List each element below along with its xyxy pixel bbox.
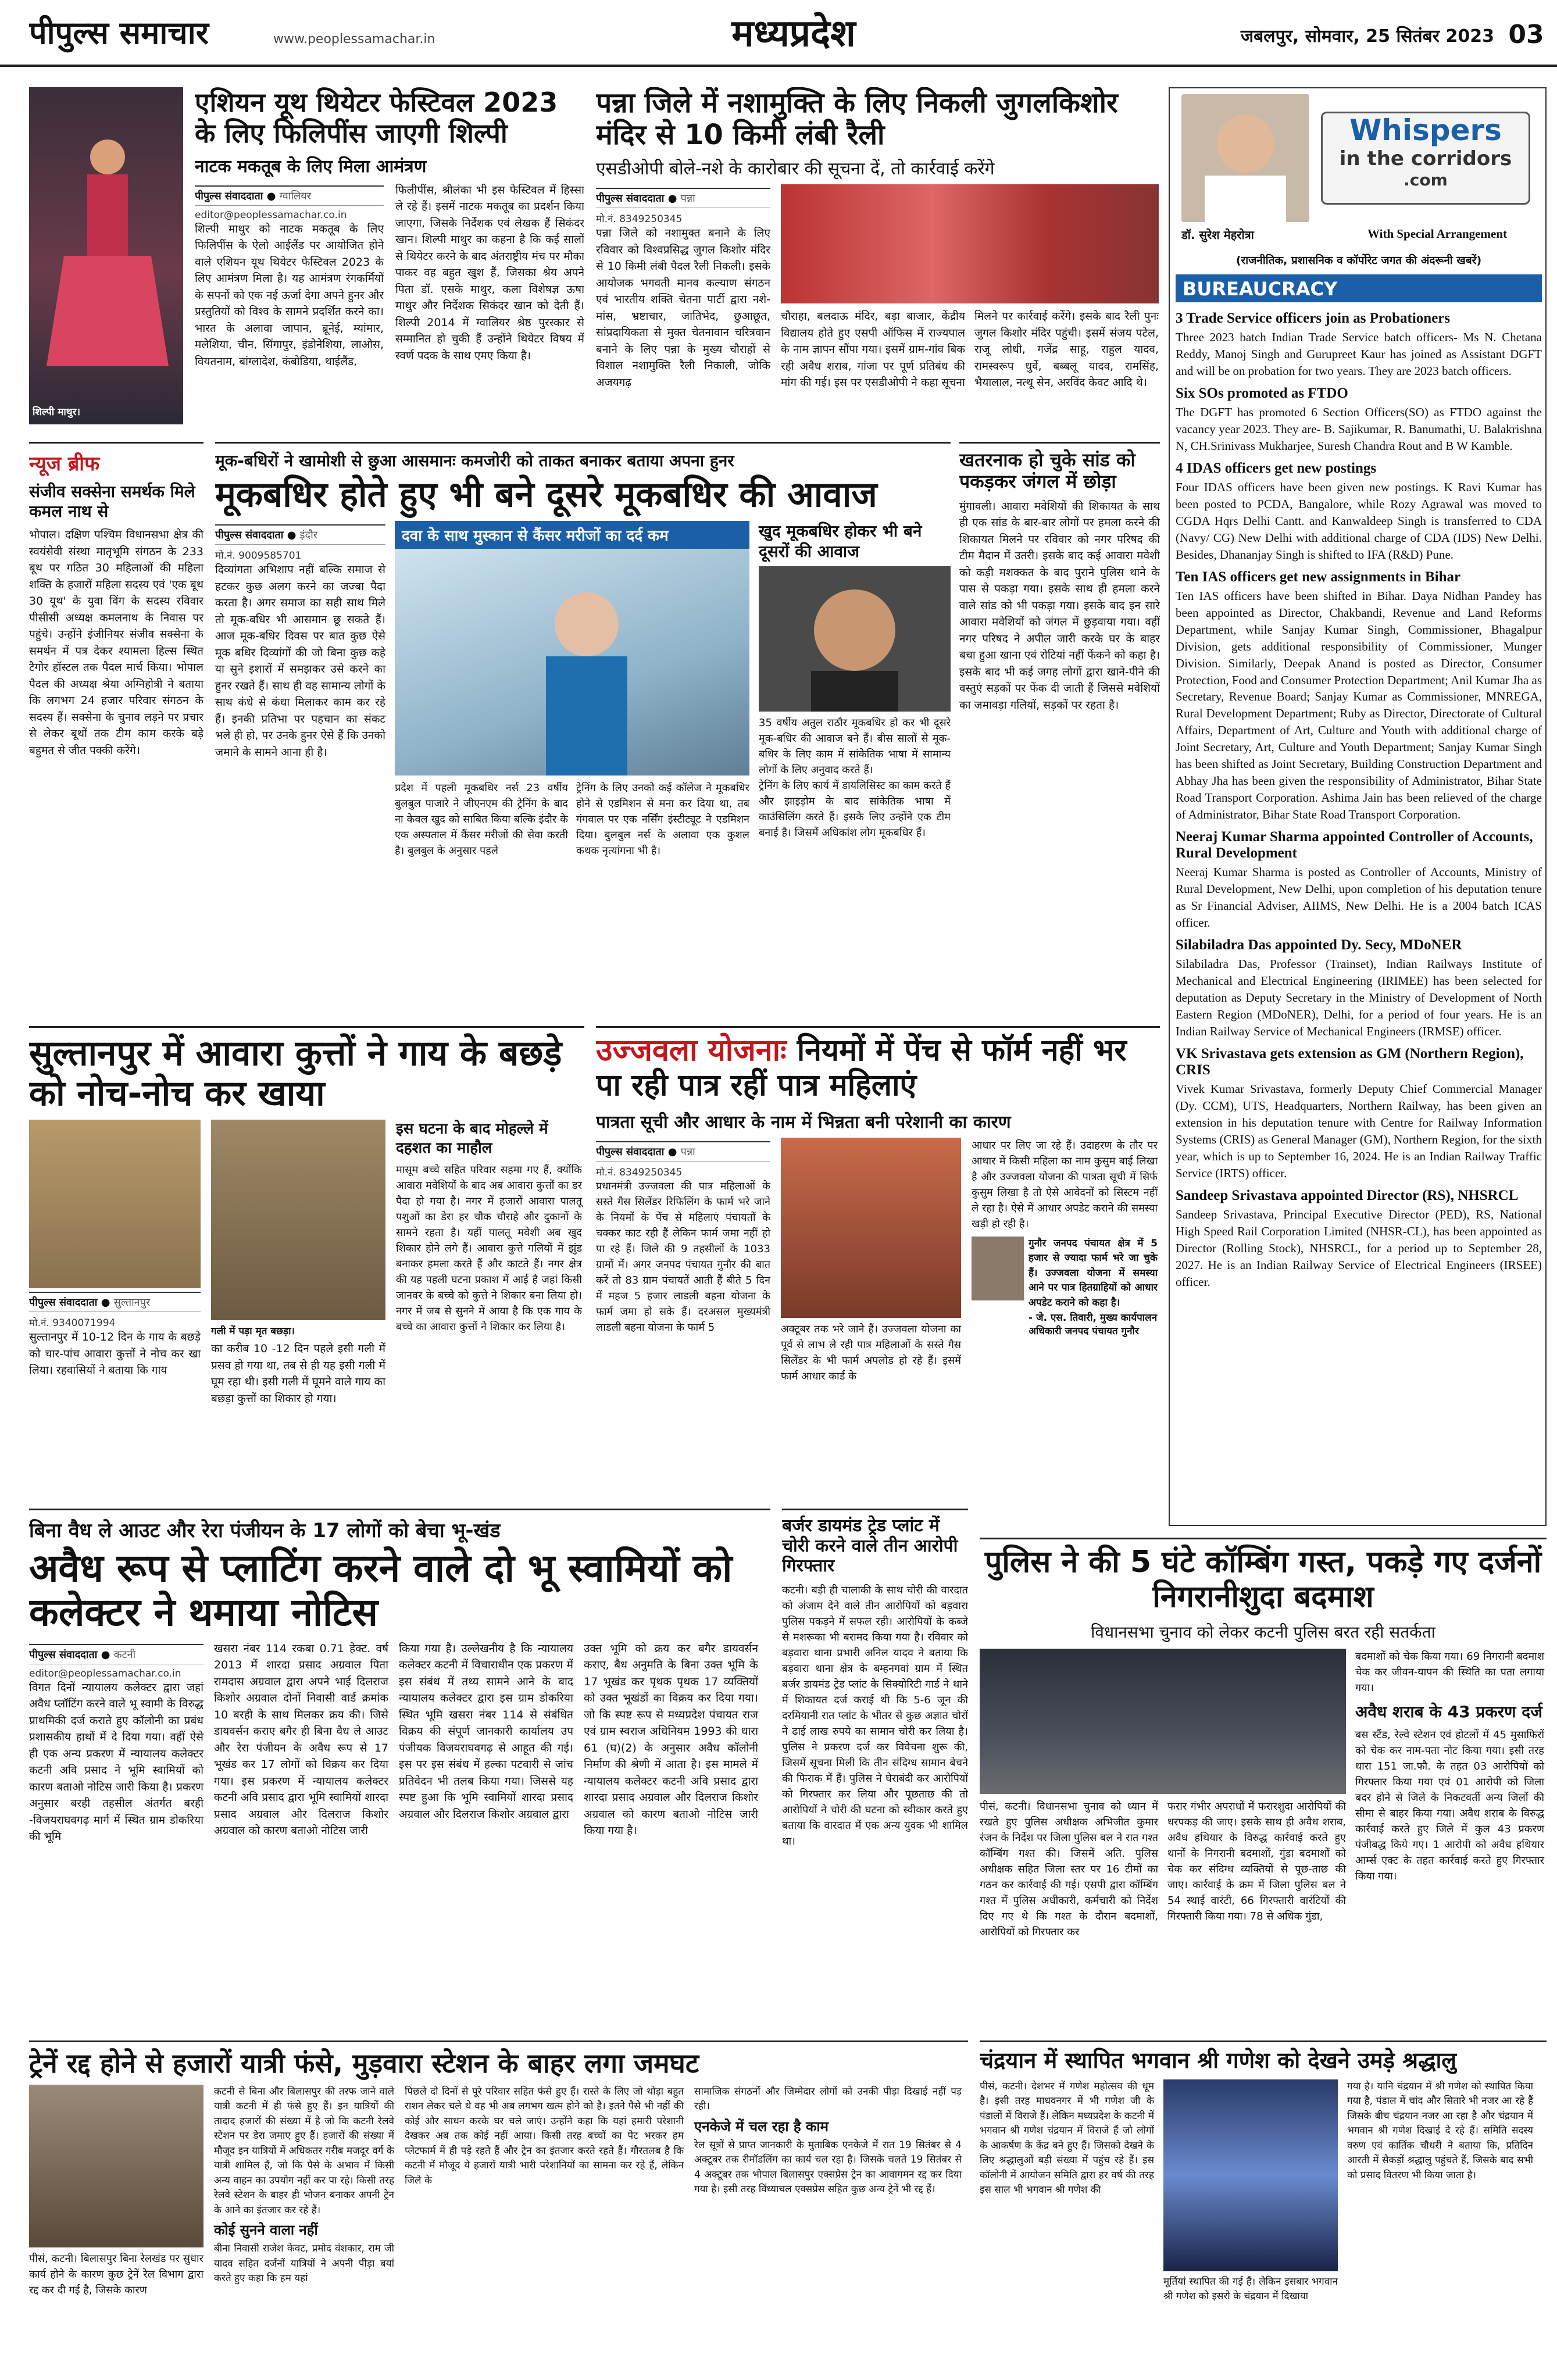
bureaucracy-items [1176,305,1542,1523]
article-ujjwala [596,1026,1160,1497]
panna-mobile: मो.नं. 8349250345 [596,213,683,226]
bureau-item-title: Six SOs promoted as FTDO [1176,385,1348,401]
police-col3: बदमाशों को चेक किया गया। 69 निगरानी बदमाश चेक कर जीवन-यापन की स्थिति का पता लगाया गया। [1355,1650,1544,1694]
plotting-kicker: बिना वैध ले आउट और रेरा पंजीयन के 17 लोगों को बेचा भू-खंड [29,1519,501,1542]
bureau-item [1176,569,1542,824]
deaf-mobile: मो.नं. 9009585701 [215,550,302,562]
news-brief-headline: संजीव सक्सेना समर्थक मिले कमल नाथ से [29,482,195,521]
ujjwala-kicker: उज्जवला योजनाः [596,1033,787,1068]
ujjwala-col1: प्रधानमंत्री उज्जवला की पात्र महिलाओं के सस्ते गैस सिलेंडर रिफिलिंग के फार्म भरे जाने के नियमों के पेंच से महिलाएं पंचायतों के चक्कर काट रही हैं लेकिन फार्म जमा नहीं हो पा रहे हैं। जिले की 9 तहसीलों के 1033 ग्रामों में। अगर जनपद पंचायत गुनौर की बात करें तो 83 ग्राम पंचायतें आती हैं बीते 5 दिन में महज 5 हजार लाडली बहना योजना के फार्म जमा हो सके हैं। दरअसल मुख्यमंत्री लाडली बहना योजना के फार्म 5 [596,1180,770,1334]
deaf-side-text1: 35 वर्षीय अतुल राठौर मूकबधिर हो कर भी दूसरे मूक-बधिर की आवाज बने हैं। बीस सालों से मूक-बधिर के लिए काम में सांकेतिक भाषा में सामान्य लोगों के लिए अनुवाद करते हैं। [759,717,951,776]
article-plotting [29,1509,770,2029]
whispers-tagline: (राजनीतिक, प्रशासनिक व कॉर्पोरेट जगत की अंदरूनी खबरें) [1235,254,1482,267]
bureau-item [1176,460,1542,563]
deaf-byline: पीपुल्स संवाददाता ● इंदौर [215,524,385,545]
plotting-col2: खसरा नंबर 114 रकबा 0.71 हेक्ट. वर्ष 2013 में शारदा प्रसाद अग्रवाल पिता रामदास अग्रवाल द्वारा अपने भाई दिलराज किशोर अग्रवाल दोनों निवासी वार्ड क्रमांक 10 बरही के साथ मिलकर क्रय की। जिसे डायवर्सन कराए बगैर ही बिना वैध ले आउट और रेरा पंजीयन के अवैध रूप से 17 भूखंड कर 17 लोगों को विक्रय कर दिया गया। इस प्रकरण में न्यायालय कलेक्टर कटनी अवि प्रसाद द्वारा भूमि स्वामियों शारदा प्रसाद अग्रवाल और दिलराज किशोर अग्रवाल को कारण बताओ नोटिस जारी [214,1642,388,1838]
dogs-photo [29,1120,201,1288]
trains-col2b: बीना निवासी राजेश केवट, प्रमोद वंशकार, राम जी यादव सहित दर्जनों यात्रियों ने अपनी पीड़ा बयां करते हुए कहा कि हम यहां [214,2243,394,2285]
bureau-item-body: Sandeep Srivastava, Principal Executive Director (PED), RS, National High Speed Rail Corporation Limited (NHSR-CL), has been appointed as Director (Rolling Stock), NHSRCL, for a period up to September 28, 2027. He is an Indian Railway Service of Electrical Engineers (IRSEE) officer. [1176,1207,1542,1289]
whispers-column [1169,87,1547,1526]
ganesh-col3: गया है। यानि चंद्रयान में श्री गणेश को स्थापित किया गया है, पंडाल में चांद और सितारे भी नजर आ रहे हैं जिसके बीच चंद्रयान नजर आ रहा है और चंद्रयान में भगवान श्री गणेश दिखाई दे रहे हैं। समिति सदस्य वरुण एवं कार्तिक चौधरी ने बताया कि, प्रतिदिन आरती में सैकड़ों श्रद्धालु पहुंचते हैं, जिसके बाद सभी को प्रसाद वितरण भी किया जाता है। [1347,2080,1533,2181]
dancer-head [90,140,125,174]
article-police [980,1538,1547,2029]
bull-headline: खतरनाक हो चुके सांड को पकड़कर जंगल में छोड़ा [959,449,1135,492]
bureau-item [1176,1046,1542,1182]
trains-col3: पिछले दो दिनों से पूरे परिवार सहित फंसे हुए हैं। रास्ते के लिए जो थोड़ा बहुत राशन लेकर चले थे वह भी अब लगभग खत्म होने को है। इतने पैसे भी नहीं की कोई और साधन करके घर चले जाएं। उन्होंने कहा कि यहां हमारी परेशानी देखकर अब तक कोई नहीं आया। किसी तरह बच्चों का पेट भरकर हम प्लेटफार्म में ही पड़े रहते हैं और ट्रेन का इंतजार करते रहते हैं। गौरतलब है कि कटनी में मौजूद ये हजारों यात्री भारी परेशानियों का सामना कर रहे हैं, लेकिन जिले के [405,2085,684,2186]
panna-headline: पन्ना जिले में नशामुक्ति के लिए निकली जुगलकिशोर मंदिर से 10 किमी लंबी रैली [596,87,1118,152]
ujjwala-byline: पीपुल्स संवाददाता ● पन्ना [596,1141,770,1162]
bureau-item [1176,937,1542,1040]
ganesh-photo [1163,2079,1338,2271]
dogs-photo-caption: गली में पड़ा मृत बछड़ा। [211,1325,295,1337]
atul-photo [759,566,951,712]
theatre-photo-caption: शिल्पी माथुर। [33,406,81,418]
deaf-headline: मूकबधिर होते हुए भी बने दूसरे मूकबधिर की आवाज [215,474,877,515]
panna-photo [781,184,1159,303]
dogs-mobile: मो.नं. 9340071994 [29,1317,116,1329]
deaf-kicker: मूक-बधिरों ने खामोशी से छुआ आसमानः कमजोरी को ताकत बनाकर बताया अपना हुनर [215,451,734,470]
ujjwala-subhead: पात्रता सूची और आधार के नाम में भिन्नता बनी परेशानी का कारण [596,1112,1011,1132]
theatre-subhead: नाटक मकतूब के लिए मिला आमंत्रण [195,156,427,177]
columnist-figure [1181,94,1309,222]
theatre-col2: फिलीपींस, श्रीलंका भी इस फेस्टिवल में हिस्सा ले रहे हैं। इसमें नाटक मकतूब का प्रदर्शन किया जाएगा, जिसके निर्देशक एवं लेखक हैं सिकंदर खान। शिल्पी माथुर का कहना है कि कई सालों से थियेटर करने के बाद अंतराष्ट्रीय मंच पर मौका पाकर वह बहुत खुश हैं, जिसका श्रेय अपने पिता डॉ. एसके माथुर, कला विशेषज्ञ ऊषा माथुर और निर्देशक सिकंदर खान को देती हैं। शिल्पी 2014 में ग्वालियर श्रेष्ठ पुरस्कार से सम्मानित हो चुकी हैं उन्होंने थियेटर विषय में स्वर्ण पदक के साथ एमए किया है। [395,183,584,362]
ujjwala-quote: गुनौर जनपद पंचायत क्षेत्र में 5 हजार से ज्यादा फार्म भरे जा चुके हैं। उज्जवला योजना में समस्या आने पर पात्र हितग्राहियों को आधार अपडेट कराने को कहा है। [1029,1237,1158,1309]
ujjwala-col3: आधार पर लिए जा रहे हैं। उदाहरण के तौर पर आधार में किसी महिला का नाम कुसुम बाई लिखा है और उज्जवला योजना की पात्रता सूची में सिर्फ कुसुम लिखा है तो ऐसे आवेदनों को सिस्टम नहीं ले रहा है। ऐसे में आधार अपडेट कराने की समस्या खड़ी हो रही है। [972,1139,1158,1230]
masthead [0,0,1557,67]
trains-sub-headline: कोई सुनने वाला नहीं [214,2222,318,2239]
trains-sub-headline2: एनकेजे में चल रहा है काम [694,2118,829,2135]
nurse-figure [395,549,749,776]
plotting-email[interactable]: editor@peoplessamachar.co.in [29,1667,181,1679]
police-col1: पीसं, कटनी। विधानसभा चुनाव को ध्यान में रखते हुए पुलिस अधीक्षक अभिजीत कुमार रंजन के निर्देश पर जिला पुलिस बल ने रात गश्त कॉम्बिंग गश्त की। जिसमें अति. पुलिस अधीक्षक सहित जिला स्तर पर 16 टीमों का गठन कर कार्रवाई की गई। एसपी द्वारा कॉम्बिंग गश्त में पुलिस अधीकारी, कर्मचारी को निर्देश दिए गए थे कि गश्त के दौरान बदमाशों, आरोपियों को गिरफ्तार कर [980,1800,1159,1938]
trains-col4: सामाजिक संगठनों और जिम्मेदार लोगों को उनकी पीड़ा दिखाई नहीं पड़ रही। [694,2085,962,2113]
police-headline: पुलिस ने की 5 घंटे कॉम्बिंग गस्त, पकड़े गए दर्जनों निगरानीशुदा बदमाश [984,1545,1542,1614]
theatre-photo [29,87,183,424]
bureau-item-title: 4 IDAS officers get new postings [1176,460,1377,476]
panna-col1: पन्ना जिले को नशामुक्त बनाने के लिए रविवार को विश्वप्रसिद्ध जुगल किशोर मंदिर से 10 किमी लंबी पैदल रैली निकली। इसके आयोजक भगवती मानव कल्याण संगठन एवं भारतीय शक्ति चेतना पार्टी द्वारा नशे-मांस, भ्रष्टाचार, जातिभेद, छुआछूत, सांप्रदायिकता से मुक्त चेतनावान चरित्रवान बनाने के लिए पन्ना के मुख्य चौराहों से विशाल नशामुक्ति रैली निकाली, जोकि अजयगढ़ [596,227,770,389]
page-number: 03 [1508,20,1544,49]
whispers-logo-line3: .com [1404,170,1448,190]
bureau-item-body: The DGFT has promoted 6 Section Officers(SO) as FTDO against the vacancy year 2023. They are- B. Sajikumar, R. Banumathi, U. Balakrishna N, CH.Srinivass Mukharjee, Suresh Chandra Rout and B W Kamble. [1176,405,1542,453]
masthead-section [698,5,890,63]
logo-text: पीपुल्स समाचार [29,15,209,51]
news-brief [29,442,203,1014]
plotting-col4: उक्त भूमि को क्रय कर बगैर डायवर्सन कराए, बैध अनुमति के बिना उक्त भूमि के 17 भूखंड कर पृथक पृथक 17 व्यक्तियों को उक्त भूखंडों का विक्रय कर दिया गया। जो कि स्पष्ट रूप से मध्यप्रदेश पंचायत राज एवं ग्राम स्वराज अधिनियम 1993 की धारा 61 (घ)(2) के अनुसार अवैध कॉलोनी निर्माण की श्रेणी में आता है। इस मामले में न्यायालय कलेक्टर कटनी अवि प्रसाद द्वारा शारदा प्रसाद अग्रवाल और दिलराज किशोर अग्रवाल को कारण बताओ नोटिस जारी किया गया है। [584,1642,758,1838]
whispers-logo-line2: in the corridors [1339,147,1512,170]
dancer-figure [29,87,183,401]
whispers-arrangement: With Special Arrangement [1367,227,1507,241]
deaf-side-headline: खुद मूकबधिर होकर भी बने दूसरों की आवाज [759,521,922,561]
trains-col4b: रेल सूत्रों से प्राप्त जानकारी के मुताबिक एनकेजे में रात 19 सितंबर से 4 अक्टूबर तक रीमॉडलिंग का कार्य चल रहा है। जिसके चलते 19 सितंबर से 4 अक्टूबर तक भोपाल बिलासपुर एक्सप्रेस ट्रेन का आवागमन रद्द कर दिया गया है। इसी तरह विंध्याचल एक्सप्रेस सहित कुछ अन्य ट्रेनें भी रद्द हैं। [694,2139,962,2196]
ujjwala-quote-author: - जे. एस. तिवारी, मुख्य कार्यपालन अधिकारी जनपद पंचायत गुनौर [1029,1312,1158,1338]
dogs-byline: पीपुल्स संवाददाता ● सुल्तानपुर [29,1292,201,1312]
trains-col2: कटनी से बिना और बिलासपुर की तरफ जाने वाले यात्री कटनी में ही फंसे हुए हैं। इन यात्रियों की तादाद हजारों की संख्या में है जो कि कटनी रेलवे स्टेशन पर डेरा जमाए हुए हैं। हजारों की संख्या में मौजूद इन यात्रियों में अधिकतर गरीब मजदूर वर्ग के यात्री शामिल हैं, जो कि पैसे के अभाव में किसी अन्य वाहन का उपयोग नहीं कर पा रहे। किसी तरह रेलवे स्टेशन के बाहर ही भोजन बनाकर अपनी ट्रेन के आने का इंतजार कर रहे हैं। [214,2085,394,2216]
deaf-col1: दिव्यांगता अभिशाप नहीं बल्कि समाज से हटकर कुछ अलग करने का जज्बा पैदा करता है। अगर समाज का सही साथ मिले तो मूक-बधिर भी आसमान छू सकते हैं। आज मूक-बधिर दिवस पर बात कुछ ऐसे मूक बधिर दिव्यांगों की जो बिना कुछ कहे या सुने इशारों में समझकर उसे करने का हुनर रखते हैं। साथ ही वह सामान्य लोगों के साथ कंधे से कंधा मिलाकर काम कर रहे हैं। इनकी प्रतिभा पर पहचान का संकट भले ही हो, पर उनके हुनर ऐसे हैं कि उनको जमाने के सामने आना ही है। [215,563,385,759]
theatre-col1: शिल्पी माथुर को नाटक मकतूब के लिए फिलिपींस के ऐलो आईलैंड पर आयोजित होने वाले एशियन यूथ थियेटर फेस्टिवल 2023 के लिए आमंत्रण मिला है। यह आमंत्रण रंगकर्मियों के सपनों को एक नई ऊर्जा देगा अपने हुनर और प्रस्तुतियों को विश्व के सामने प्रदर्शित करने का। भारत के अलावा जापान, ब्रूनेई, म्यांमार, मलेशिया, चीन, सिंगापुर, इंडोनेशिया, लाओस, वियतनाम, बांग्लादेश, कंबोडिया, थाईलैंड, [195,222,384,368]
atul-figure [759,566,951,712]
masthead-date: जबलपुर, सोमवार, 25 सितंबर 2023 [1240,26,1494,47]
trains-photo [29,2085,203,2247]
ganesh-col2: मूर्तियां स्थापित की गई हैं। लेकिन इसबार भगवान श्री गणेश को इसरो के चंद्रयान में दिखाया [1163,2275,1338,2303]
deaf-photo-cap2: ट्रेनिंग के लिए उनको कई कॉलेज ने मूकबधिर होने से एडमिशन से मना कर दिया था, तब गंगवाल पर एक नर्सिंग इंस्टीट्यूट ने एडमिशन दिया। बुलबुल नर्स के अलावा एक कुशल कथक नृत्यांगना भी है। [576,782,749,857]
panna-byline: पीपुल्स संवाददाता ● पन्ना [596,188,770,208]
police-col4: बस स्टैंड, रेल्वे स्टेशन एवं होटलों में 45 मुसाफिरों को चेक कर नाम-पता नोट किया गया। इसी तरह धारा 151 जा.फौ. के तहत 03 आरोपियों को गिरफ्तार किया गया एवं 01 आरोपी को जिला बदर होने से जिले के निकटवर्ती अन्य जिलों की सीमा से बाहर किया गया। अवैध शराब के विरुद्ध कार्रवाई करते हुए जिले में कुल 43 प्रकरण पंजीबद्ध किये गए। 1 आरोपी को अवैध हथियार आर्म्स एक्ट के तहत कार्रवाई करते हुए गिरफ्तार किया गया। [1355,1728,1544,1882]
theatre-byline: पीपुल्स संवाददाता ● ग्वालियर [195,185,384,206]
article-theatre [29,87,584,433]
whispers-logo-line1: Whispers [1349,113,1502,147]
article-trains [29,2040,968,2372]
dancer-body [87,174,128,256]
panna-col2: चौराहा, बलदाऊ मंदिर, बड़ा बाजार, केंद्रीय विद्यालय होते हुए एसपी ऑफिस में राज्यपाल के नाम ज्ञापन सौंपा गया। इसमें ग्राम-गांव बिक रही अवैध शराब, गांजा पर पूर्ण प्रतिबंध की मांग की गई। इस पर एसडीओपी ने कहा सूचना [781,310,965,389]
deaf-side-text2: ट्रेनिंग के लिए कार्य में डायलिसिस्ट का काम करते हैं और झाइड़ोम के बाद सांकेतिक भाषा में काउंसिलिंग करते हैं। इसके लिए उन्होंने एक टीम बनाई है। जिसमें अधिकांश लोग मूकबधिर हैं। [759,780,951,839]
section-name: मध्यप्रदेश [731,12,856,55]
news-brief-body: भोपाल। दक्षिण पश्चिम विधानसभा क्षेत्र की स्वयंसेवी संस्था मातृभूमि संगठन के 233 बूथ पर गठित 30 महिलाओं की महिला शक्ति के हजारों महिला सदस्य एवं 'एक बूथ 30 यूथ' के युवा विंग के सदस्य रविवार पीसीसी अध्यक्ष कमलनाथ के निवास पर पहुंचे। उन्होंने इंजीनियर संजीव सक्सेना के समर्थन में पत्र देकर श्यामला हिल्स स्थित टैगोर हॉस्टल तक पैदल मार्च किया। भोपाल पैदल की अध्यक्ष श्रेया अग्निहोत्री ने बताया कि लगभग 24 हजार परिवार संगठन के सदस्य हैं। सक्सेना के चुनाव लड़ने पर प्रचार से लेकर बूथों तक टीम काम करके बड़े बहुमत से जीत पक्की करेंगे। [29,528,203,757]
bureau-item-body: Vivek Kumar Srivastava, formerly Deputy Chief Commercial Manager (Dy. CCM), UTS, Headquarters, Northern Railway, has been given an extension in his deputation tenure with Centre for Railway Information Systems (CRIS) as General Manager (GM), Northern Region, for the sixth year, which is up to September 16, 2024. He is an Indian Railway Traffic Service (IRTS) officer. [1176,1081,1542,1180]
ujjwala-photo [781,1138,961,1318]
bureau-item-title: Sandeep Srivastava appointed Director (RS), NHSRCL [1176,1187,1519,1203]
bureau-item-title: 3 Trade Service officers join as Probationers [1176,310,1451,326]
bureaucracy-title: BUREAUCRACY [1176,274,1542,302]
officer-photo [972,1237,1024,1300]
masthead-url[interactable]: www.peoplessamachar.in [273,32,435,47]
theatre-headline: एशियन यूथ थियेटर फेस्टिवल 2023 के लिए फिलिपींस जाएगी शिल्पी [195,87,558,149]
dogs-col1: सुल्तानपुर में 10-12 दिन के गाय के बछड़े को चार-पांच आवारा कुत्तों ने नोच कर खा लिया। रहवासियों ने बताया कि गाय [29,1331,201,1377]
columnist-photo [1181,94,1309,222]
bull-body: मुंगावली। आवारा मवेशियों की शिकायत के साथ ही एक सांड के बार-बार लोगों पर हमला करने की शिकायत मिलने पर रविवार को नगर परिषद की टीम मैदान में उतरी। इसके बाद कई आवारा मवेशी को कड़ी मशक्कत के बाद पुराने पुलिस थाने के पास से पकड़ा गया। इसके साथ ही हमला करने वाले सांड को भी पकड़ा गया। इसके बाद इन सारे आवारा मवेशियों को जंगल में छुड़वाया गया। वहीं नगर परिषद ने अपील जारी करके घर के बाहर बचा हुआ खाना एवं रोटियां नहीं फेंकने को कहा है। इसके बाद भी कई जगह लोगों द्वारा खाने-पीने की वस्तुएं सड़कों पर फेंक दी जाती हैं जिससे मवेशियों का जमावड़ा गलियों, सड़कों पर रहता है। [959,499,1160,712]
article-panna [596,87,1160,433]
bureau-item-title: Ten IAS officers get new assignments in Bihar [1176,569,1461,585]
trains-headline: ट्रेनें रद्द होने से हजारों यात्री फंसे, मुड़वारा स्टेशन के बाहर लगा जमघट [29,2047,699,2079]
dancer-skirt [47,256,169,366]
bureau-item-body: Three 2023 batch Indian Trade Service batch officers- Ms N. Chetana Reddy, Manoj Singh and Gurupreet Kaur has joined as Assistant DGFT and will be on probation for two years. They are 2023 batch officers. [1176,330,1542,378]
bureau-item-title: Neeraj Kumar Sharma appointed Controller of Accounts, Rural Development [1176,829,1533,862]
bureau-item-body: Ten IAS officers have been shifted in Bihar. Daya Nidhan Pandey has been appointed as Director, Chakbandi, Revenue and Land Reforms Department, while Sanjay Kumar Singh, Commissioner, Bhagalpur Division, gets additional responsibility of Commissioner, Munger Division. Similarly, Deepak Anand is posted as Director, Consumer Protection, Food and Consumer Protection Department; Anil Kumar Jha as Secretary, Revenue Board; Sanjay Kumar as Commissioner, MNREGA, Rural Development Department; Ruby as Director, Directorate of Cultural Affairs, Department of Art, Culture and Youth with additional charge of Joint Secretary, Art, Culture and Youth Department; Sanjay Kumar Singh has been shifted as Joint Secretary, Building Construction Department and Abhay Jha has been given the responsibility of Administrator, Bihar State Road Transport Corporation. Ashima Jain has been relieved of the charge of Administrator, Bihar State Road Transport Corporation. [1176,588,1542,822]
ganesh-headline: चंद्रयान में स्थापित भगवान श्री गणेश को देखने उमड़े श्रद्धालु [980,2047,1457,2073]
deaf-photo-cap1: प्रदेश में पहली मूकबधिर नर्स 23 वर्षीय बुलबुल पाजारे ने जीएनएम की ट्रेनिंग के बाद ना केवल खुद को साबित किया बल्कि इंदौर के एक अस्पताल में कैंसर मरीजों की सेवा करती है। बुलबुल के अनुसार पहले [395,782,568,857]
police-photo [980,1649,1346,1794]
burglar-headline: बर्जर डायमंड ट्रेड प्लांट में चोरी करने वाले तीन आरोपी गिरफ्तार [782,1516,958,1576]
ujjwala-quote-box [972,1237,1158,1338]
bureau-item-body: Neeraj Kumar Sharma is posted as Controller of Accounts, Ministry of Rural Development, New Delhi, upon completion of his deputation tenure as Sr Financial Adviser, AIIMS, New Delhi. He is a 2004 batch ICAS officer. [1176,865,1542,930]
bureau-item-body: Silabiladra Das, Professor (Trainset), Indian Railways Institute of Mechanical and Electrical Engineering (IRIMEE) has been selected for deputation as Deputy Secretary in the Ministry of Development of North Eastern Region (MDoNER), Delhi, for a period of four years. He is an Indian Railway Service of Mechanical Engineers (IRMSE) officer. [1176,957,1542,1038]
dogs-photo2 [211,1120,385,1320]
article-ganesh [980,2040,1547,2372]
bureau-item-title: Silabiladra Das appointed Dy. Secy, MDoNER [1176,937,1462,953]
police-col2: फरार गंभीर अपराधों में फरारशुदा आरोपियों की धरपकड़ की जाए। इसके साथ ही अवैध शराब, अवैध हथियार के विरुद्ध कार्रवाई करते हुए थानों के निगरानी बदमाशों, गुंडा बदमाशों को चेक कर संदिग्ध व्यक्तियों से पूछ-ताछ की जाए। कार्रवाई के क्रम में जिला पुलिस बल ने 54 स्थाई वारंटी, 66 गिरफ्तारी वारंटियों की गिरफ्तारी किया गया। 78 से अधिक गुंडा, [1167,1800,1346,1922]
panna-col3: मिलने पर कार्रवाई करेंगे। इसके बाद रैली पुनः जुगल किशोर मंदिर पहुंची। इसमें संजय पटेल, राजू लोधी, गजेंद्र साहू, राहुल यादव, रामस्वरूप धुर्वे, बब्बलू यादव, रामसिंह, भैयालाल, नत्थू सेन, अरविंद केवट आदि थे। [974,310,1159,389]
dogs-col2: का करीब 10 -12 दिन पहले इसी गली में प्रसव हो गया था, तब से ही यह इसी गली में घूम रहा थी। इसी गली में घूमने वाले गाय का बछड़ा कुत्तों का शिकार हो गया। [211,1342,385,1405]
plotting-byline: पीपुल्स संवाददाता ● कटनी [29,1644,203,1664]
columnist-name: डॉ. सुरेश मेहरोत्रा [1181,228,1254,242]
police-sub-headline: अवैध शराब के 43 प्रकरण दर्ज [1355,1702,1542,1721]
ujjwala-col2: अक्टूबर तक भरे जाने हैं। उज्जवला योजना का पूर्व से लाभ ले रही पात्र महिलाओं के सस्ते गैस सिलेंडर के भी फार्म अपलोड हो रहे हैं। इसमें फार्म आधार कार्ड के [781,1323,961,1382]
article-bull [959,442,1160,1014]
panna-subhead: एसडीओपी बोले-नशे के कारोबार की सूचना दें, तो कार्रवाई करेंगे [596,159,995,180]
whispers-header [1176,94,1542,251]
masthead-logo [29,7,273,59]
ujjwala-headline-text: नियमों में पेंच से फॉर्म नहीं भर पा रही पात्र रहीं पात्र महिलाएं [596,1033,1127,1103]
theatre-content [195,87,584,430]
dogs-sub-headline: इस घटना के बाद मोहल्ले में दहशत का माहौल [396,1120,548,1157]
article-dogs [29,1026,584,1497]
deaf-band: दवा के साथ मुस्कान से कैंसर मरीजों का दर्द कम [395,521,749,549]
article-burglar [782,1509,968,2029]
whispers-logo [1321,112,1530,205]
burglar-body: कटनी। बड़ी ही चालाकी के साथ चोरी की वारदात को अंजाम देने वाले तीन आरोपियों को बड़वारा पुलिस पकड़ने में सफल रही। आरोपियों के कब्जे से मशरूका भी बरामद किया गया है। रविवार को बड़वारा थाना प्रभारी अनिल यादव ने बताया कि बड़वारा थाना क्षेत्र के बम्हनगवां ग्राम में स्थित बर्जर डायमंड ट्रेड प्लांट के सिक्योरिटी गार्ड ने थाने में शिकायत दर्ज कराई थी कि 5-6 जून की दरमियानी रात प्लांट के भीतर से कुछ अज्ञात चोरों ने ढाई लाख रुपये का सामान चोरी कर लिया है। पुलिस ने प्रकरण दर्ज कर विवेचना शुरू की, जिसमें सूचना मिली कि तीन संदिग्ध सामान बेचने की फिराक में हैं। पुलिस ने घेराबंदी कर आरोपियों को गिरफ्तार कर लिया और पूछताछ की तो आरोपियों ने चोरी की घटना को स्वीकार करते हुए बताया कि वारदात में एक अन्य युवक भी शामिल था। [782,1584,968,1847]
bureau-item [1176,385,1542,455]
bureau-item-title: VK Srivastava gets extension as GM (Northern Region), CRIS [1176,1045,1524,1078]
nurse-photo [395,549,749,776]
bureau-item [1176,829,1542,931]
dogs-headline: सुल्तानपुर में आवारा कुत्तों ने गाय के बछड़े को नोच-नोच कर खाया [29,1033,562,1114]
plotting-headline: अवैध रूप से प्लाटिंग करने वाले दो भू स्वामियों को कलेक्टर ने थमाया नोटिस [29,1546,733,1635]
ujjwala-headline [596,1034,1160,1103]
bureau-item [1176,1188,1542,1291]
bureau-item-body: Four IDAS officers have been given new postings. K Ravi Kumar has been posted to PCDA, Bangalore, while Rozy Agrawal was moved to CGDA Hqrs Delhi Cantt. and Kanwaldeep Singh is transferred to CDA (Navy/ CG) New Delhi with additional charge of CDA (IDS) New Delhi. Besides, Dhananjay Singh is shifted to IFA (R&D) Pune. [1176,480,1542,562]
bureau-item [1176,310,1542,380]
trains-col1: पीसं, कटनी। बिलासपुर बिना रेलखंड पर सुधार कार्य होने के कारण कुछ ट्रेनें रेल विभाग द्वारा रद्द कर दी गई है, जिसके कारण [29,2252,203,2296]
dogs-col3: मासूम बच्चे सहित परिवार सहमा गए हैं, क्योंकि आवारा मवेशियों के बाद अब आवारा कुत्तों का डर पैदा हो गया है। नगर में हजारों आवारा पालतू पशुओं का डेरा हर चौक चौराहे और दुकानों के सामने रहता है। यहीं पालतू मवेशी अब खुद शिकार होने लगे हैं। आवारा कुत्ते गलियों में झुंड बनाकर हमला करते हैं और काटते हैं। नगर क्षेत्र की यह पहली घटना प्रकाश में आई है जहां किसी जानवर के बच्चे को कुत्ते ने शिकार बना लिया हो। नगर में जब से सुनने में आया है कि एक गाय के बच्चे का आवारा कुत्तों ने शिकार कर लिया है। [396,1164,582,1333]
police-subhead: विधानसभा चुनाव को लेकर कटनी पुलिस बरत रही सतर्कता [1091,1622,1435,1642]
ujjwala-mobile: मो.नं. 8349250345 [596,1166,683,1178]
article-deaf [215,442,951,1014]
ganesh-col1: पीसं, कटनी। देशभर में गणेश महोत्सव की धूम है। इसी तरह माधवनगर में भी गणेश जी के पंडालों में विराजे हैं। लेकिन मध्यप्रदेश के कटनी में भगवान श्री गणेश चंद्रयान में विराजे हैं जो लोगों के आकर्षण के केंद्र बने हुए हैं। जिसको देखने के लिए श्रद्धालुओं बड़ी संख्या में पहुंच रहे हैं। इस कॉलोनी में आयोजन समिति द्वारा हर वर्ष की तरह इस साल भी भगवान श्री गणेश की [980,2080,1154,2196]
theatre-email[interactable]: editor@peoplessamachar.co.in [195,209,347,221]
plotting-col1: विगत दिनों न्यायालय कलेक्टर द्वारा जहां अवैध प्लॉटिंग करने वाले भू स्वामी के विरुद्ध प्राथमिकी दर्ज कराते हुए कॉलोनी का प्रबंध प्रशासकीय हाथों में दे दिया गया। वहीं ऐसे ही एक अन्य प्रकरण में न्यायालय कलेक्टर कटनी अवि प्रसाद ने भूमि स्वामियों को कारण बताओ नोटिस जारी किया है। प्रकरण अनुसार बरही तहसील अंतर्गत बरही -विजयराघवगढ़ मार्ग में स्थित ग्राम डोकरिया की भूमि [29,1681,203,1843]
news-brief-label: न्यूज ब्रीफ [29,452,100,476]
plotting-col3: किया गया है। उल्लेखनीय है कि न्यायालय कलेक्टर कटनी में विचाराधीन एक प्रकरण में इस संबंध में तथ्य सामने आने के बाद न्यायालय कलेक्टर द्वारा इस ग्राम डोकरिया स्थित भूमि खसरा नंबर 114 से संबंधित विक्रय की संपूर्ण जानकारी कार्यालय उप पंजीयक विजयराघवगढ़ से आहूत की गई। इस पर इस संबंध में हल्का पटवारी से जांच प्रतिवेदन भी तलब किया गया। जिससे यह स्पष्ट हुआ कि भूमि स्वामियों शारदा प्रसाद अग्रवाल और दिलराज किशोर अग्रवाल द्वारा [399,1642,573,1821]
